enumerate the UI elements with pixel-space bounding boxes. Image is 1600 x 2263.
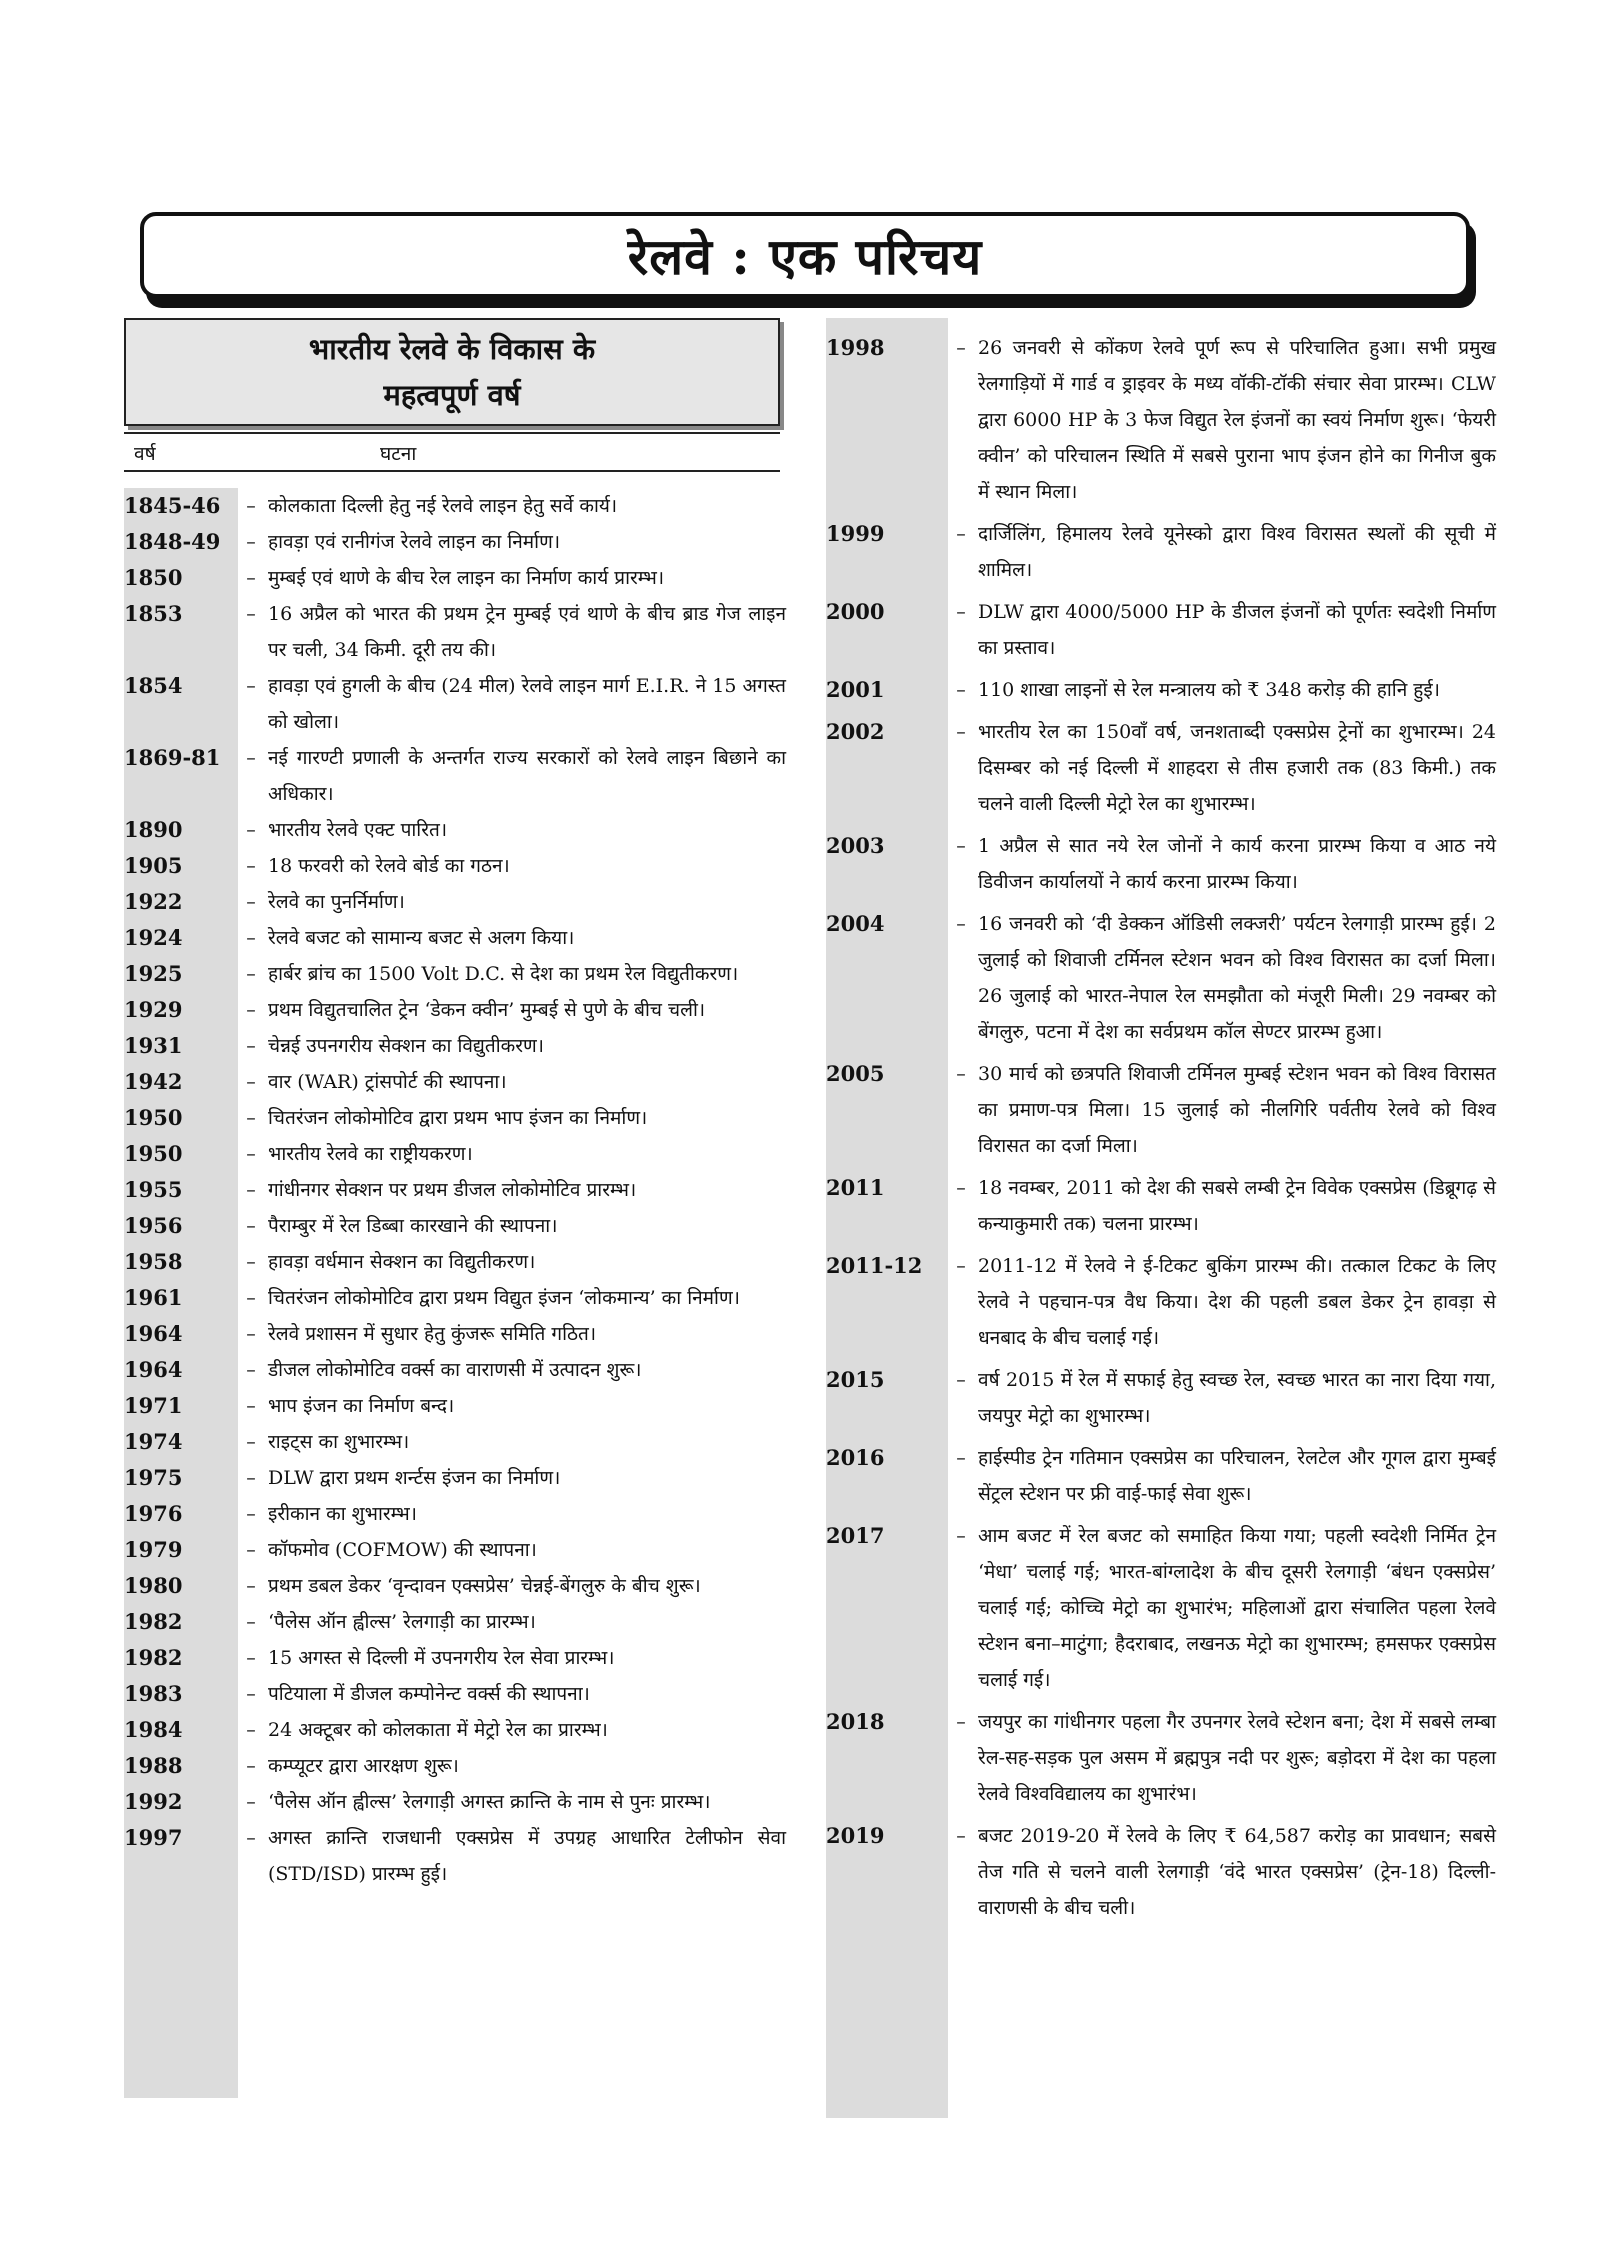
entry-dash: –: [956, 337, 966, 359]
entry-dash: –: [246, 1287, 256, 1309]
entry-dash: –: [246, 1323, 256, 1345]
entry-year: 1992: [124, 1789, 183, 1814]
timeline-entry: [124, 1748, 786, 1784]
entry-dash: –: [246, 567, 256, 589]
entry-dash: –: [956, 1177, 966, 1199]
entry-dash: –: [246, 819, 256, 841]
entry-text: ‘पैलेस ऑन ह्वील्स’ रेलगाड़ी अगस्त क्रान्ति के नाम से पुनः प्रारम्भ।: [268, 1791, 711, 1813]
timeline-entry: [124, 1316, 786, 1352]
entry-dash: –: [956, 1525, 966, 1547]
entry-dash: –: [246, 1575, 256, 1597]
entry-text: रेलवे का पुनर्निर्माण।: [268, 891, 405, 913]
entry-year: 1922: [124, 889, 183, 914]
entry-dash: –: [956, 1447, 966, 1469]
timeline-entry: [826, 1818, 1496, 1926]
entry-text: आम बजट में रेल बजट को समाहित किया गया; पहली स्वदेशी निर्मित ट्रेन ‘मेधा’ चलाई गई; भारत-बांग्लादेश के बीच दूसरी रेलगाड़ी ‘बंधन एक्सप्रेस’ चलाई गई; कोच्चि मेट्रो का शुभारंभ; महिलाओं द्वारा संचालित पहला रेलवे स्टेशन बना–माटुंगा; हैदराबाद, लखनऊ मेट्रो का शुभारम्भ; हमसफर एक्सप्रेस चलाई गई।: [978, 1525, 1496, 1691]
entry-year: 1979: [124, 1537, 183, 1562]
entry-text: 24 अक्टूबर को कोलकाता में मेट्रो रेल का प्रारम्भ।: [268, 1719, 608, 1741]
entry-dash: –: [246, 1395, 256, 1417]
entry-text: हावड़ा एवं हुगली के बीच (24 मील) रेलवे लाइन मार्ग E.I.R. ने 15 अगस्त को खोला।: [268, 675, 786, 733]
entry-dash: –: [246, 1035, 256, 1057]
entry-text: पटियाला में डीजल कम्पोनेन्ट वर्क्स की स्थापना।: [268, 1683, 590, 1705]
entry-dash: –: [956, 1369, 966, 1391]
entry-text: जयपुर का गांधीनगर पहला गैर उपनगर रेलवे स्टेशन बना; देश में सबसे लम्बा रेल-सह-सड़क पुल असम में ब्रह्मपुत्र नदी पर शुरू; बड़ोदरा में देश का पहला रेलवे विश्वविद्यालय का शुभारंभ।: [978, 1711, 1496, 1805]
entry-text: 26 जनवरी से कोंकण रेलवे पूर्ण रूप से परिचालित हुआ। सभी प्रमुख रेलगाड़ियों में गार्ड व ड्राइवर के मध्य वॉकी-टॉकी संचार सेवा प्रारम्भ। CLW द्वारा 6000 HP के 3 फेज विद्युत रेल इंजनों का स्वयं निर्माण शुरू। ‘फेयरी क्वीन’ को परिचालन स्थिति में सबसे पुराना भाप इंजन होने का गिनीज बुक में स्थान मिला।: [978, 337, 1496, 503]
entry-text: कम्प्यूटर द्वारा आरक्षण शुरू।: [268, 1755, 459, 1777]
entry-year: 1984: [124, 1717, 183, 1742]
timeline-entry: [124, 956, 786, 992]
entry-year: 1853: [124, 601, 183, 626]
entry-text: 18 नवम्बर, 2011 को देश की सबसे लम्बी ट्रेन विवेक एक्सप्रेस (डिब्रूगढ़ से कन्याकुमारी तक) चलना प्रारम्भ।: [978, 1177, 1496, 1235]
entry-dash: –: [246, 855, 256, 877]
timeline-entry: [124, 1280, 786, 1316]
timeline-entry: [124, 1352, 786, 1388]
entry-text: मुम्बई एवं थाणे के बीच रेल लाइन का निर्माण कार्य प्रारम्भ।: [268, 567, 665, 589]
timeline-entry: [124, 1712, 786, 1748]
entry-dash: –: [246, 603, 256, 625]
timeline-entry: [826, 1704, 1496, 1812]
column-header-event: घटना: [380, 443, 417, 465]
entry-dash: –: [246, 1359, 256, 1381]
entry-dash: –: [246, 747, 256, 769]
timeline-entry: [124, 1028, 786, 1064]
entry-dash: –: [246, 675, 256, 697]
entry-year: 1890: [124, 817, 183, 842]
entry-year: 1999: [826, 521, 885, 546]
timeline-entry: [124, 1676, 786, 1712]
entry-text: ‘पैलेस ऑन ह्वील्स’ रेलगाड़ी का प्रारम्भ।: [268, 1611, 536, 1633]
entry-dash: –: [246, 1503, 256, 1525]
entry-text: 16 जनवरी को ‘दी डेक्कन ऑडिसी लक्जरी’ पर्यटन रेलगाड़ी प्रारम्भ हुई। 2 जुलाई को शिवाजी टर्मिनल स्टेशन भवन को विश्व विरासत का दर्जा मिला। 26 जुलाई को भारत-नेपाल रेल समझौता को मंजूरी मिली। 29 नवम्बर को बेंगलुरु, पटना में देश का सर्वप्रथम कॉल सेण्टर प्रारम्भ हुआ।: [978, 913, 1496, 1043]
entry-dash: –: [246, 1071, 256, 1093]
entry-text: रेलवे प्रशासन में सुधार हेतु कुंजरू समिति गठित।: [268, 1323, 597, 1345]
timeline-entry: [124, 1172, 786, 1208]
timeline-entry: [124, 1604, 786, 1640]
left-timeline: [124, 488, 786, 1892]
timeline-entry: [826, 594, 1496, 666]
timeline-entry: [124, 1064, 786, 1100]
timeline-entry: [124, 1820, 786, 1892]
entry-dash: –: [246, 1107, 256, 1129]
entry-text: 110 शाखा लाइनों से रेल मन्त्रालय को ₹ 348 करोड़ की हानि हुई।: [978, 679, 1440, 701]
column-header: [124, 432, 780, 472]
entry-year: 1854: [124, 673, 183, 698]
timeline-entry: [826, 330, 1496, 510]
timeline-entry: [826, 1362, 1496, 1434]
entry-dash: –: [246, 1647, 256, 1669]
entry-year: 1964: [124, 1357, 183, 1382]
entry-text: हावड़ा वर्धमान सेक्शन का विद्युतीकरण।: [268, 1251, 536, 1273]
entry-dash: –: [956, 523, 966, 545]
entry-text: कोलकाता दिल्ली हेतु नई रेलवे लाइन हेतु सर्वे कार्य।: [268, 495, 618, 517]
entry-text: प्रथम डबल डेकर ‘वृन्दावन एक्सप्रेस’ चेन्नई-बेंगलुरु के बीच शुरू।: [268, 1575, 701, 1597]
timeline-entry: [826, 1056, 1496, 1164]
entry-year: 1975: [124, 1465, 183, 1490]
entry-text: भाप इंजन का निर्माण बन्द।: [268, 1395, 455, 1417]
entry-text: नई गारण्टी प्रणाली के अन्तर्गत राज्य सरकारों को रेलवे लाइन बिछाने का अधिकार।: [268, 747, 786, 805]
timeline-entry: [124, 1640, 786, 1676]
timeline-entry: [124, 1784, 786, 1820]
timeline-entry: [826, 906, 1496, 1050]
entry-dash: –: [246, 1431, 256, 1453]
entry-year: 1974: [124, 1429, 183, 1454]
entry-dash: –: [246, 495, 256, 517]
entry-year: 1924: [124, 925, 183, 950]
entry-year: 1942: [124, 1069, 183, 1094]
entry-dash: –: [246, 1827, 256, 1849]
entry-year: 2000: [826, 599, 885, 624]
entry-year: 2011: [826, 1175, 885, 1200]
timeline-entry: [124, 1208, 786, 1244]
entry-year: 1982: [124, 1609, 183, 1634]
entry-text: बजट 2019-20 में रेलवे के लिए ₹ 64,587 करोड़ का प्रावधान; सबसे तेज गति से चलने वाली रेलगाड़ी ‘वंदे भारत एक्सप्रेस’ (ट्रेन-18) दिल्ली-वाराणसी के बीच चली।: [978, 1825, 1496, 1919]
page-title: रेलवे : एक परिचय: [627, 227, 983, 286]
section-heading-box: [124, 318, 780, 426]
timeline-entry: [124, 740, 786, 812]
timeline-entry: [826, 828, 1496, 900]
entry-text: रेलवे बजट को सामान्य बजट से अलग किया।: [268, 927, 575, 949]
right-timeline: [826, 330, 1496, 1932]
entry-text: दार्जिलिंग, हिमालय रेलवे यूनेस्को द्वारा विश्व विरासत स्थलों की सूची में शामिल।: [978, 523, 1496, 581]
timeline-entry: [826, 1170, 1496, 1242]
entry-dash: –: [956, 721, 966, 743]
entry-text: भारतीय रेलवे का राष्ट्रीयकरण।: [268, 1143, 473, 1165]
entry-year: 2011-12: [826, 1253, 923, 1278]
entry-year: 2001: [826, 677, 885, 702]
entry-year: 1971: [124, 1393, 183, 1418]
timeline-entry: [124, 524, 786, 560]
entry-text: भारतीय रेल का 150वाँ वर्ष, जनशताब्दी एक्सप्रेस ट्रेनों का शुभारम्भ। 24 दिसम्बर को नई दिल्ली में शाहदरा से तीस हजारी तक (83 किमी.) तक चलने वाली दिल्ली मेट्रो रेल का शुभारम्भ।: [978, 721, 1496, 815]
timeline-entry: [826, 672, 1496, 708]
entry-text: प्रथम विद्युतचालित ट्रेन ‘डेकन क्वीन’ मुम्बई से पुणे के बीच चली।: [268, 999, 706, 1021]
entry-dash: –: [246, 1611, 256, 1633]
timeline-entry: [124, 812, 786, 848]
entry-year: 2019: [826, 1823, 885, 1848]
entry-dash: –: [956, 601, 966, 623]
entry-text: 2011-12 में रेलवे ने ई-टिकट बुकिंग प्रारम्भ की। तत्काल टिकट के लिए रेलवे ने पहचान-पत्र वैध किया। देश की पहली डबल डेकर ट्रेन हावड़ा से धनबाद के बीच चलाई गई।: [978, 1255, 1496, 1349]
entry-text: DLW द्वारा 4000/5000 HP के डीजल इंजनों को पूर्णतः स्वदेशी निर्माण का प्रस्ताव।: [978, 601, 1496, 659]
timeline-entry: [124, 848, 786, 884]
entry-text: हावड़ा एवं रानीगंज रेलवे लाइन का निर्माण।: [268, 531, 561, 553]
entry-text: चितरंजन लोकोमोटिव द्वारा प्रथम विद्युत इंजन ‘लोकमान्य’ का निर्माण।: [268, 1287, 740, 1309]
column-header-year: वर्ष: [134, 443, 156, 465]
entry-dash: –: [246, 1215, 256, 1237]
entry-year: 1869-81: [124, 745, 221, 770]
entry-year: 1983: [124, 1681, 183, 1706]
entry-dash: –: [956, 1063, 966, 1085]
timeline-entry: [826, 1248, 1496, 1356]
entry-dash: –: [246, 999, 256, 1021]
entry-year: 1988: [124, 1753, 183, 1778]
entry-text: डीजल लोकोमोटिव वर्क्स का वाराणसी में उत्पादन शुरू।: [268, 1359, 642, 1381]
timeline-entry: [124, 1460, 786, 1496]
entry-text: 16 अप्रैल को भारत की प्रथम ट्रेन मुम्बई एवं थाणे के बीच ब्राड गेज लाइन पर चली, 34 किमी. दूरी तय की।: [268, 603, 786, 661]
entry-year: 1845-46: [124, 493, 221, 518]
entry-dash: –: [246, 1467, 256, 1489]
entry-text: 18 फरवरी को रेलवे बोर्ड का गठन।: [268, 855, 510, 877]
page-title-box: [140, 212, 1470, 298]
entry-year: 2018: [826, 1709, 885, 1734]
entry-dash: –: [956, 1825, 966, 1847]
entry-year: 1850: [124, 565, 183, 590]
timeline-entry: [124, 920, 786, 956]
entry-text: अगस्त क्रान्ति राजधानी एक्सप्रेस में उपग्रह आधारित टेलीफोन सेवा (STD/ISD) प्रारम्भ हुई।: [268, 1827, 786, 1885]
entry-year: 1950: [124, 1105, 183, 1130]
entry-year: 1956: [124, 1213, 183, 1238]
entry-year: 2017: [826, 1523, 885, 1548]
timeline-entry: [124, 884, 786, 920]
entry-dash: –: [956, 679, 966, 701]
entry-year: 1998: [826, 335, 885, 360]
entry-year: 1929: [124, 997, 183, 1022]
entry-year: 1905: [124, 853, 183, 878]
timeline-entry: [124, 1388, 786, 1424]
entry-year: 2002: [826, 719, 885, 744]
entry-text: पैराम्बुर में रेल डिब्बा कारखाने की स्थापना।: [268, 1215, 558, 1237]
entry-year: 1925: [124, 961, 183, 986]
entry-text: राइट्स का शुभारम्भ।: [268, 1431, 410, 1453]
entry-text: भारतीय रेलवे एक्ट पारित।: [268, 819, 448, 841]
entry-text: हाईस्पीड ट्रेन गतिमान एक्सप्रेस का परिचालन, रेलटेल और गूगल द्वारा मुम्बई सेंट्रल स्टेशन पर फ्री वाई-फाई सेवा शुरू।: [978, 1447, 1496, 1505]
entry-year: 1950: [124, 1141, 183, 1166]
entry-year: 1958: [124, 1249, 183, 1274]
entry-dash: –: [246, 1539, 256, 1561]
entry-year: 1848-49: [124, 529, 221, 554]
entry-year: 1997: [124, 1825, 183, 1850]
entry-year: 2016: [826, 1445, 885, 1470]
entry-dash: –: [246, 891, 256, 913]
entry-dash: –: [246, 1251, 256, 1273]
entry-dash: –: [246, 1791, 256, 1813]
entry-dash: –: [246, 1683, 256, 1705]
timeline-entry: [124, 1244, 786, 1280]
entry-dash: –: [246, 1719, 256, 1741]
timeline-entry: [826, 1440, 1496, 1512]
entry-dash: –: [246, 531, 256, 553]
entry-text: 1 अप्रैल से सात नये रेल जोनों ने कार्य करना प्रारम्भ किया व आठ नये डिवीजन कार्यालयों ने कार्य करना प्रारम्भ किया।: [978, 835, 1496, 893]
entry-dash: –: [246, 1143, 256, 1165]
entry-dash: –: [956, 835, 966, 857]
entry-year: 1964: [124, 1321, 183, 1346]
entry-text: 30 मार्च को छत्रपति शिवाजी टर्मिनल मुम्बई स्टेशन भवन को विश्व विरासत का प्रमाण-पत्र मिला। 15 जुलाई को नीलगिरि पर्वतीय रेलवे को विश्व विरासत का दर्जा मिला।: [978, 1063, 1496, 1157]
entry-dash: –: [956, 1255, 966, 1277]
entry-text: वर्ष 2015 में रेल में सफाई हेतु स्वच्छ रेल, स्वच्छ भारत का नारा दिया गया, जयपुर मेट्रो का शुभारम्भ।: [978, 1369, 1496, 1427]
timeline-entry: [826, 714, 1496, 822]
entry-year: 2005: [826, 1061, 885, 1086]
entry-year: 2003: [826, 833, 885, 858]
entry-dash: –: [246, 1755, 256, 1777]
timeline-entry: [124, 1136, 786, 1172]
entry-dash: –: [246, 927, 256, 949]
timeline-entry: [124, 668, 786, 740]
entry-text: चेन्नई उपनगरीय सेक्शन का विद्युतीकरण।: [268, 1035, 544, 1057]
entry-year: 2004: [826, 911, 885, 936]
entry-year: 2015: [826, 1367, 885, 1392]
timeline-entry: [124, 596, 786, 668]
entry-text: वार (WAR) ट्रांसपोर्ट की स्थापना।: [268, 1071, 507, 1093]
timeline-entry: [124, 560, 786, 596]
entry-dash: –: [956, 913, 966, 935]
timeline-entry: [124, 1532, 786, 1568]
entry-text: कॉफमोव (COFMOW) की स्थापना।: [268, 1539, 537, 1561]
entry-year: 1961: [124, 1285, 183, 1310]
timeline-entry: [124, 1424, 786, 1460]
timeline-entry: [124, 1100, 786, 1136]
entry-dash: –: [246, 1179, 256, 1201]
timeline-entry: [826, 1518, 1496, 1698]
entry-year: 1976: [124, 1501, 183, 1526]
entry-text: इरीकान का शुभारम्भ।: [268, 1503, 417, 1525]
entry-year: 1980: [124, 1573, 183, 1598]
entry-year: 1982: [124, 1645, 183, 1670]
entry-text: DLW द्वारा प्रथम शर्न्टस इंजन का निर्माण।: [268, 1467, 561, 1489]
section-heading-line-1: भारतीय रेलवे के विकास के: [308, 332, 596, 366]
timeline-entry: [124, 1496, 786, 1532]
timeline-entry: [124, 1568, 786, 1604]
entry-dash: –: [246, 963, 256, 985]
timeline-entry: [124, 488, 786, 524]
entry-dash: –: [956, 1711, 966, 1733]
timeline-entry: [826, 516, 1496, 588]
entry-text: हार्बर ब्रांच का 1500 Volt D.C. से देश का प्रथम रेल विद्युतीकरण।: [268, 963, 739, 985]
entry-year: 1931: [124, 1033, 183, 1058]
section-heading-line-2: महत्वपूर्ण वर्ष: [383, 378, 521, 412]
entry-year: 1955: [124, 1177, 183, 1202]
entry-text: गांधीनगर सेक्शन पर प्रथम डीजल लोकोमोटिव प्रारम्भ।: [268, 1179, 637, 1201]
entry-text: चितरंजन लोकोमोटिव द्वारा प्रथम भाप इंजन का निर्माण।: [268, 1107, 648, 1129]
entry-text: 15 अगस्त से दिल्ली में उपनगरीय रेल सेवा प्रारम्भ।: [268, 1647, 615, 1669]
timeline-entry: [124, 992, 786, 1028]
